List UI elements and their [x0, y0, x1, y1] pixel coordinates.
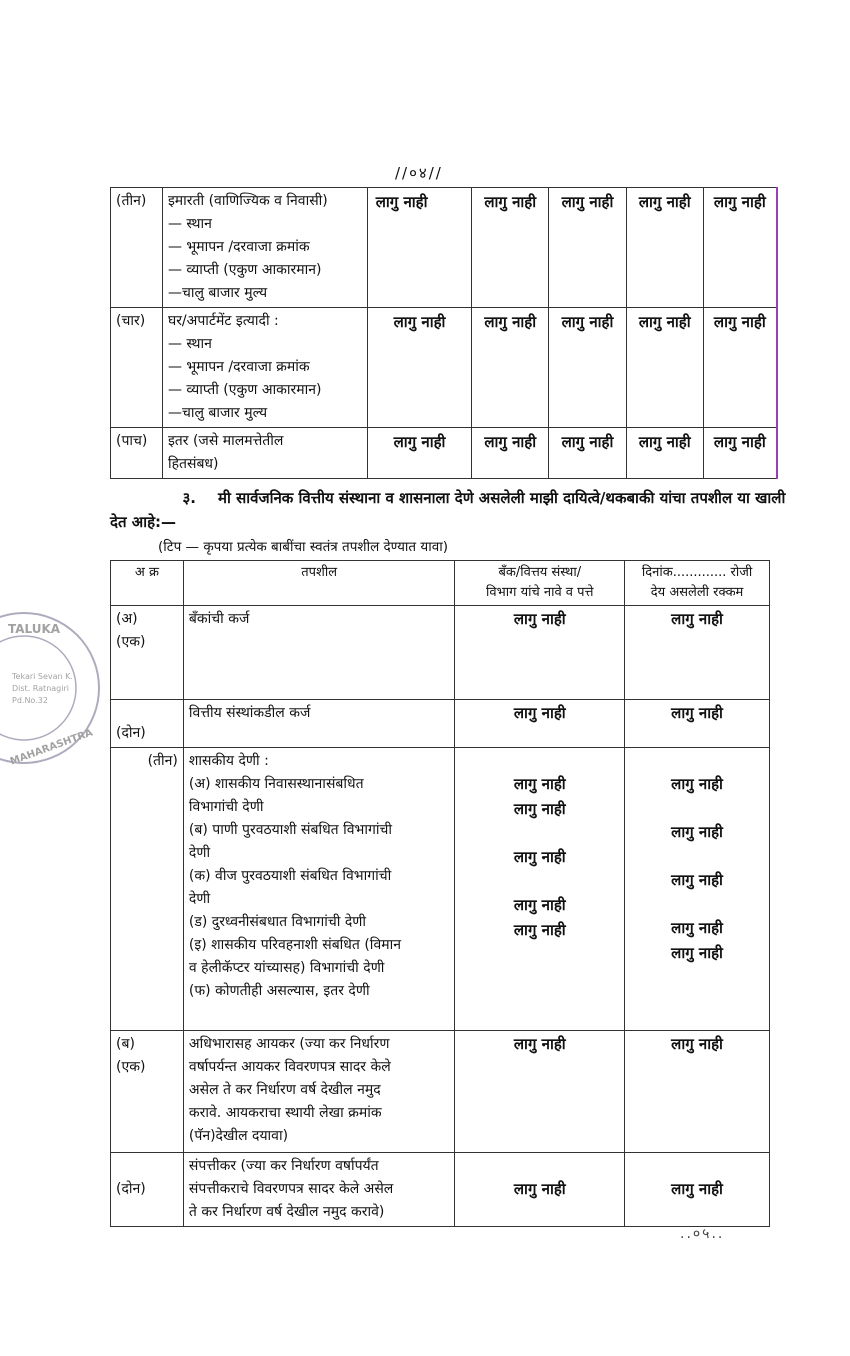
row-id-part: (ब) — [116, 1036, 135, 1052]
detail-line: (इ) शासकीय परिवहनाशी संबधित (विमान — [188, 937, 401, 953]
stamp-text: TALUKA — [8, 622, 61, 636]
value-line: लागु नाही — [671, 775, 723, 793]
value-cell: लागु नाही — [472, 428, 549, 479]
row-id: (तीन) — [111, 748, 184, 1031]
detail-line: (फ) कोणतीही असल्यास, इतर देणी — [188, 983, 370, 999]
detail-line: ते कर निर्धारण वर्ष देखील नमुद करावे) — [188, 1204, 385, 1220]
row-id: (तीन) — [111, 188, 163, 308]
row-id: (दोन) — [111, 700, 184, 748]
value-cell: लागु नाही — [367, 188, 472, 308]
value-cell: लागु नाही — [549, 308, 627, 428]
value-cell: लागु नाही — [626, 428, 703, 479]
value-cell: लागु नाही — [703, 188, 777, 308]
value-line: लागु नाही — [513, 896, 566, 914]
row-id-part: (एक) — [116, 634, 146, 650]
bank-cell: लागु नाही — [455, 1031, 625, 1153]
detail-line: (पॅन)देखील दयावा) — [188, 1128, 289, 1144]
row-detail: बँकांची कर्ज — [183, 606, 455, 700]
row-id — [111, 606, 184, 700]
row-detail: वित्तीय संस्थांकडील कर्ज — [183, 700, 455, 748]
amount-cell: लागु नाही — [625, 1153, 770, 1227]
row-id-part: (एक) — [116, 1059, 146, 1075]
detail-line: विभागांची देणी — [188, 799, 264, 815]
table-row — [111, 606, 770, 700]
amount-cell: लागु नाही — [625, 700, 770, 748]
header-bank-line1: बँक/वित्तय संस्था/ — [498, 565, 582, 580]
value-cell: लागु नाही — [626, 188, 703, 308]
value-cell: लागु नाही — [549, 428, 627, 479]
detail-line: (ब) पाणी पुरवठयाशी संबधित विभागांची — [188, 822, 393, 838]
section-3-paragraph — [110, 486, 790, 534]
header-serial: अ क्र — [111, 561, 184, 606]
value-line: लागु नाही — [671, 944, 723, 962]
header-amount-line2: देय असलेली रक्कम — [650, 585, 744, 600]
row-id: (दोन) — [111, 1153, 184, 1227]
value-line: लागु नाही — [671, 823, 723, 841]
bank-cell: लागु नाही — [455, 1153, 625, 1227]
detail-line: (अ) शासकीय निवासस्थानासंबधित — [188, 776, 364, 792]
value-line: लागु नाही — [513, 800, 566, 818]
list-item: — व्याप्ती (एकुण आकारमान) — [167, 382, 322, 398]
value-cell: लागु नाही — [626, 308, 703, 428]
amount-cell: लागु नाही — [625, 1031, 770, 1153]
detail-line: संपत्तीकर (ज्या कर निर्धारण वर्षापर्यंत — [188, 1158, 379, 1174]
header-row — [111, 561, 770, 606]
assets-table — [110, 187, 778, 479]
row-detail — [162, 308, 367, 428]
row-id-part: (अ) — [116, 611, 138, 627]
value-line: लागु नाही — [513, 921, 566, 939]
list-item: —चालु बाजार मुल्य — [167, 405, 268, 421]
detail-line: संपत्तीकराचे विवरणपत्र सादर केले असेल — [188, 1181, 394, 1197]
table-row — [111, 700, 770, 748]
list-item: — व्याप्ती (एकुण आकारमान) — [167, 262, 322, 278]
value-line: लागु नाही — [671, 871, 723, 889]
value-cell: लागु नाही — [703, 428, 777, 479]
row-detail — [162, 428, 367, 479]
list-item: —चालु बाजार मुल्य — [167, 285, 268, 301]
value-cell: लागु नाही — [472, 188, 549, 308]
row-id: (पाच) — [111, 428, 163, 479]
stamp-text: Tekari Sevan K. — [12, 672, 73, 681]
table-row — [111, 188, 778, 308]
table-row — [111, 1031, 770, 1153]
detail-line: देणी — [188, 891, 211, 907]
section-text: मी सार्वजनिक वित्तीय संस्थाना व शासनाला देणे असलेली माझी दायित्वे/थकबाकी यांचा तपशील या खाली देत आहे:— — [110, 489, 786, 531]
row-title-cont: हितसंबध) — [167, 456, 219, 472]
header-amount-line1: दिनांक............. रोजी — [641, 565, 753, 580]
list-item: — स्थान — [167, 216, 212, 232]
detail-line: (ड) दुरध्वनीसंबधात विभागांची देणी — [188, 914, 367, 930]
list-item: — भूमापन /दरवाजा क्रमांक — [167, 239, 310, 255]
section-number: ३. — [182, 489, 196, 507]
page-number: //०४// — [395, 164, 443, 182]
table-row — [111, 748, 770, 1031]
row-heading: शासकीय देणी : — [188, 753, 269, 769]
bank-cell: लागु नाही — [455, 606, 625, 700]
detail-line: वर्षापर्यन्त आयकर विवरणपत्र सादर केले — [188, 1059, 391, 1075]
row-detail — [183, 1153, 455, 1227]
table-row — [111, 308, 778, 428]
value-cell: लागु नाही — [703, 308, 777, 428]
header-bank — [455, 561, 625, 606]
row-title: घर/अपार्टमेंट इत्यादी : — [167, 313, 279, 329]
stamp-text: Pd.No.32 — [12, 696, 48, 705]
detail-line: अधिभारासह आयकर (ज्या कर निर्धारण — [188, 1036, 390, 1052]
amount-cell — [625, 748, 770, 1031]
header-bank-line2: विभाग यांचे नावे व पत्ते — [486, 585, 594, 600]
stamp-text: Dist. Ratnagiri — [12, 684, 69, 693]
detail-line: करावे. आयकराचा स्थायी लेखा क्रमांक — [188, 1105, 382, 1121]
detail-line: व हेलीकॅप्टर यांच्यासह) विभागांची देणी — [188, 960, 385, 976]
detail-line: असेल ते कर निर्धारण वर्ष देखील नमुद — [188, 1082, 381, 1098]
header-detail: तपशील — [183, 561, 455, 606]
row-title: इमारती (वाणिज्यिक व निवासी) — [167, 193, 328, 209]
row-detail — [183, 748, 455, 1031]
value-line: लागु नाही — [513, 775, 566, 793]
footer-page-marker: ..०५.. — [680, 1226, 725, 1242]
bank-cell — [455, 748, 625, 1031]
detail-line: देणी — [188, 845, 211, 861]
header-amount — [625, 561, 770, 606]
liabilities-table — [110, 560, 770, 1227]
list-item: — स्थान — [167, 336, 212, 352]
row-detail — [183, 1031, 455, 1153]
table-row — [111, 1153, 770, 1227]
row-id — [111, 1031, 184, 1153]
value-line: लागु नाही — [513, 848, 566, 866]
row-title: इतर (जसे मालमत्तेतील — [167, 433, 284, 449]
detail-line: (क) वीज पुरवठयाशी संबधित विभागांची — [188, 868, 392, 884]
value-cell: लागु नाही — [367, 308, 472, 428]
section-note: (टिप — कृपया प्रत्येक बाबींचा स्वतंत्र तपशील देण्यात यावा) — [158, 539, 448, 555]
official-stamp — [0, 612, 100, 768]
amount-cell: लागु नाही — [625, 606, 770, 700]
list-item: — भूमापन /दरवाजा क्रमांक — [167, 359, 310, 375]
value-line: लागु नाही — [671, 919, 723, 937]
table-row — [111, 428, 778, 479]
value-cell: लागु नाही — [367, 428, 472, 479]
row-id: (चार) — [111, 308, 163, 428]
value-cell: लागु नाही — [549, 188, 627, 308]
bank-cell: लागु नाही — [455, 700, 625, 748]
stamp-text: MAHARASHTRA — [8, 727, 95, 768]
row-detail — [162, 188, 367, 308]
value-cell: लागु नाही — [472, 308, 549, 428]
